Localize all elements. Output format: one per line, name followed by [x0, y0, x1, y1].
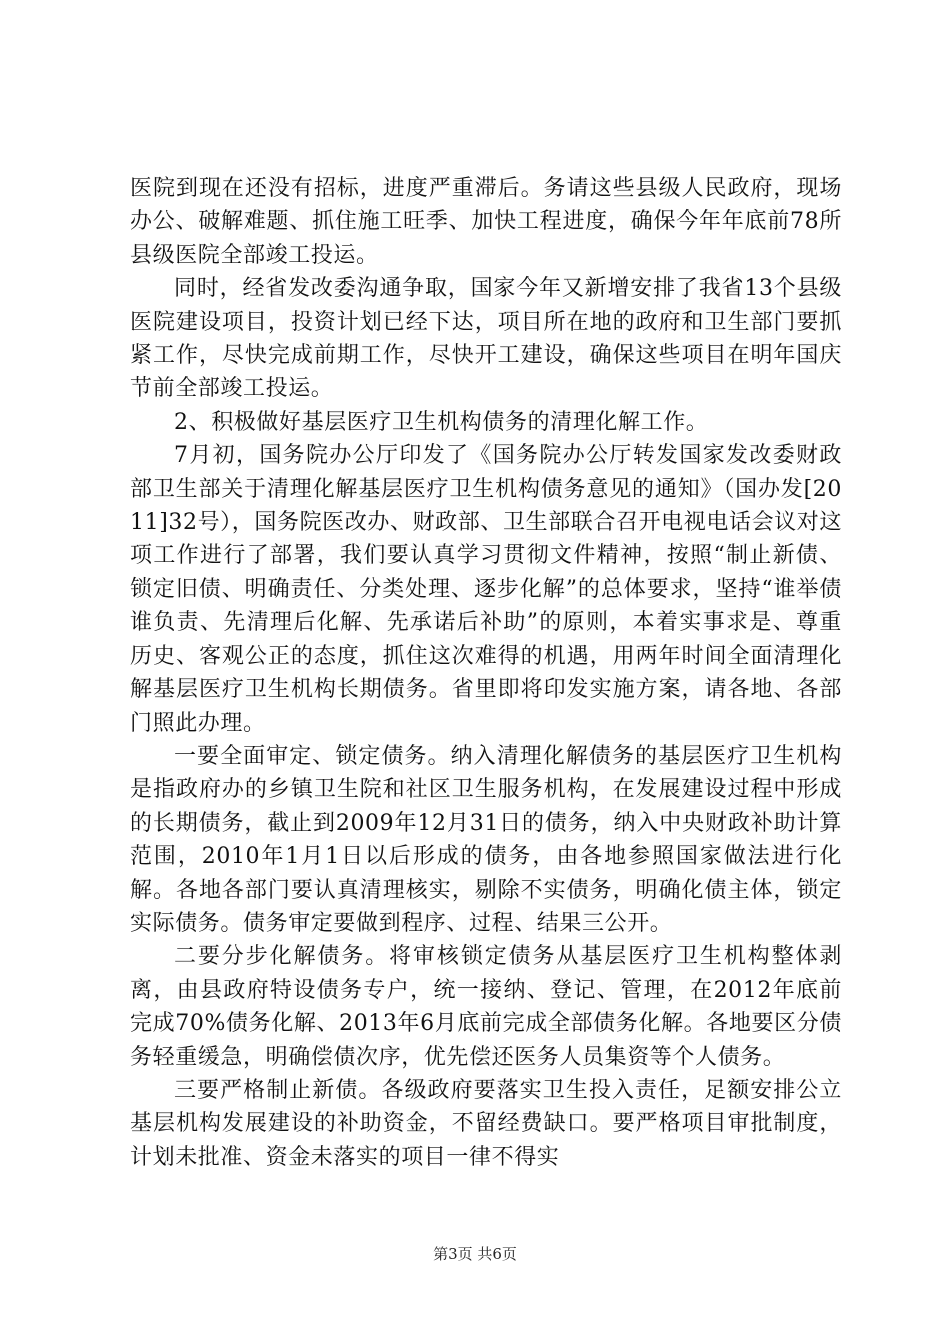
paragraph-new-projects: 同时，经省发改委沟通争取，国家今年又新增安排了我省13个县级医院建设项目，投资计划已经下达，项目所在地的政府和卫生部门要抓紧工作，尽快完成前期工作，尽快开工建设，确保这些项目在明年国庆节前全部竣工投运。	[130, 276, 842, 402]
paragraph-state-council-notice: 7月初，国务院办公厅印发了《国务院办公厅转发国家发改委财政部卫生部关于清理化解基层医疗卫生机构债务意见的通知》（国办发[2011]32号），国务院医改办、财政部、卫生部联合召开电视电话会议对这项工作进行了部署，我们要认真学习贯彻文件精神，按照“制止新债、锁定旧债、明确责任、分类处理、逐步化解”的总体要求，坚持“谁举债谁负责、先清理后化解、先承诺后补助”的原则，本着实事求是、尊重历史、客观公正的态度，抓住这次难得的机遇，用两年时间全面清理化解基层医疗卫生机构长期债务。省里即将印发实施方案，请各地、各部门照此办理。	[130, 443, 842, 736]
paragraph-continuation: 医院到现在还没有招标，进度严重滞后。务请这些县级人民政府，现场办公、破解难题、抓住施工旺季、加快工程进度，确保今年年底前78所县级医院全部竣工投运。	[130, 176, 842, 268]
paragraph-section-heading: 2、积极做好基层医疗卫生机构债务的清理化解工作。	[174, 409, 709, 435]
page-footer: 第3页 共6页	[433, 1245, 517, 1263]
paragraph-lock-debts: 一要全面审定、锁定债务。纳入清理化解债务的基层医疗卫生机构是指政府办的乡镇卫生院和社区卫生服务机构，在发展建设过程中形成的长期债务，截止到2009年12月31日的债务，纳入中央财政补助计算范围，2010年1月1日以后形成的债务，由各地参照国家做法进行化解。各地各部门要认真清理核实，剔除不实债务，明确化债主体，锁定实际债务。债务审定要做到程序、过程、结果三公开。	[130, 743, 842, 936]
paragraph-resolve-debts: 二要分步化解债务。将审核锁定债务从基层医疗卫生机构整体剥离，由县政府特设债务专户，统一接纳、登记、管理，在2012年底前完成70%债务化解、2013年6月底前完成全部债务化解。各地要区分债务轻重缓急，明确偿债次序，优先偿还医务人员集资等个人债务。	[130, 944, 842, 1070]
paragraph-stop-new-debts: 三要严格制止新债。各级政府要落实卫生投入责任，足额安排公立基层机构发展建设的补助资金，不留经费缺口。要严格项目审批制度，计划未批准、资金未落实的项目一律不得实	[130, 1077, 842, 1170]
body-text	[130, 172, 842, 1174]
